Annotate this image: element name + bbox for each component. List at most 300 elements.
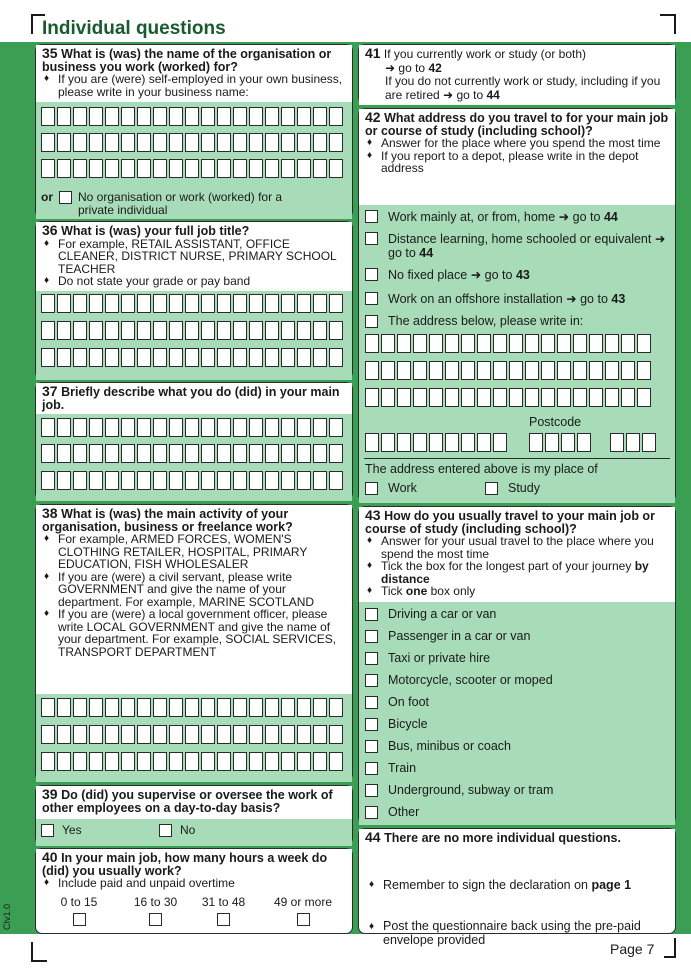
address-row-3[interactable] [365,388,651,407]
char-box[interactable] [605,388,619,407]
char-box[interactable] [201,107,215,126]
char-box[interactable] [297,321,311,340]
char-box[interactable] [153,159,167,178]
char-box[interactable] [57,725,71,744]
char-box[interactable] [621,361,635,380]
char-box[interactable] [41,107,55,126]
postcode-row-2[interactable] [529,433,591,452]
char-box[interactable] [169,471,183,490]
char-box[interactable] [573,361,587,380]
char-box[interactable] [573,334,587,353]
char-box[interactable] [493,361,507,380]
char-box[interactable] [233,107,247,126]
char-box[interactable] [201,725,215,744]
char-box[interactable] [413,433,427,452]
char-box[interactable] [561,433,575,452]
char-box[interactable] [265,321,279,340]
char-box[interactable] [217,133,231,152]
char-box[interactable] [541,361,555,380]
char-box[interactable] [233,418,247,437]
travel-underground-checkbox[interactable] [365,784,378,797]
char-box[interactable] [201,471,215,490]
char-box[interactable] [281,698,295,717]
char-box[interactable] [153,294,167,313]
char-box[interactable] [281,752,295,771]
postcode-row-1[interactable] [365,433,507,452]
char-box[interactable] [525,361,539,380]
char-box[interactable] [297,418,311,437]
char-box[interactable] [329,444,343,463]
char-box[interactable] [381,334,395,353]
char-box[interactable] [217,321,231,340]
char-box[interactable] [73,752,87,771]
char-box[interactable] [577,433,591,452]
char-box[interactable] [105,698,119,717]
char-box[interactable] [153,725,167,744]
char-box[interactable] [121,698,135,717]
char-box[interactable] [233,159,247,178]
char-box[interactable] [249,725,263,744]
char-box[interactable] [365,334,379,353]
char-box[interactable] [89,418,103,437]
char-box[interactable] [57,418,71,437]
char-box[interactable] [153,133,167,152]
char-box[interactable] [329,321,343,340]
char-box[interactable] [153,107,167,126]
char-box[interactable] [185,321,199,340]
char-box[interactable] [121,133,135,152]
char-box[interactable] [249,698,263,717]
char-box[interactable] [265,107,279,126]
char-box[interactable] [185,698,199,717]
char-box[interactable] [429,361,443,380]
char-box[interactable] [201,159,215,178]
char-box[interactable] [105,444,119,463]
char-box[interactable] [249,348,263,367]
char-box[interactable] [185,752,199,771]
char-box[interactable] [137,348,151,367]
char-box[interactable] [73,294,87,313]
char-box[interactable] [557,388,571,407]
char-box[interactable] [445,334,459,353]
char-box[interactable] [121,107,135,126]
char-box[interactable] [105,107,119,126]
travel-foot-checkbox[interactable] [365,696,378,709]
char-box[interactable] [169,159,183,178]
char-box[interactable] [169,321,183,340]
char-box[interactable] [217,471,231,490]
char-box[interactable] [57,107,71,126]
char-box[interactable] [57,133,71,152]
place-work-checkbox[interactable] [365,482,378,495]
char-box[interactable] [89,107,103,126]
char-box[interactable] [621,388,635,407]
char-box[interactable] [153,321,167,340]
char-box[interactable] [461,388,475,407]
char-box[interactable] [185,418,199,437]
char-box[interactable] [137,133,151,152]
char-box[interactable] [105,133,119,152]
char-box[interactable] [621,334,635,353]
char-box[interactable] [169,444,183,463]
char-box[interactable] [445,433,459,452]
char-box[interactable] [185,159,199,178]
char-box[interactable] [217,752,231,771]
char-box[interactable] [89,159,103,178]
char-box[interactable] [233,348,247,367]
char-box[interactable] [89,698,103,717]
char-box[interactable] [525,388,539,407]
char-box[interactable] [105,159,119,178]
char-box[interactable] [381,361,395,380]
char-box[interactable] [41,698,55,717]
char-box[interactable] [153,444,167,463]
char-box[interactable] [73,159,87,178]
char-box[interactable] [169,294,183,313]
char-box[interactable] [233,444,247,463]
char-box[interactable] [233,698,247,717]
char-box[interactable] [185,107,199,126]
char-box[interactable] [121,159,135,178]
char-box[interactable] [249,133,263,152]
char-box[interactable] [201,698,215,717]
char-box[interactable] [329,133,343,152]
char-box[interactable] [525,334,539,353]
char-box[interactable] [201,348,215,367]
char-box[interactable] [137,418,151,437]
char-box[interactable] [73,444,87,463]
char-box[interactable] [365,361,379,380]
char-box[interactable] [461,433,475,452]
char-box[interactable] [626,433,640,452]
char-box[interactable] [413,361,427,380]
char-box[interactable] [249,294,263,313]
travel-bicycle-checkbox[interactable] [365,718,378,731]
char-box[interactable] [121,444,135,463]
hours-16-30-checkbox[interactable] [149,913,162,926]
char-box[interactable] [265,348,279,367]
char-box[interactable] [329,107,343,126]
question-35-row-3[interactable] [41,159,343,178]
char-box[interactable] [89,444,103,463]
char-box[interactable] [297,107,311,126]
question-37-row-3[interactable] [41,471,343,490]
travel-passenger-checkbox[interactable] [365,630,378,643]
char-box[interactable] [233,471,247,490]
char-box[interactable] [313,698,327,717]
char-box[interactable] [89,133,103,152]
travel-bus-checkbox[interactable] [365,740,378,753]
char-box[interactable] [329,418,343,437]
char-box[interactable] [185,294,199,313]
char-box[interactable] [217,294,231,313]
char-box[interactable] [265,159,279,178]
char-box[interactable] [249,159,263,178]
char-box[interactable] [605,361,619,380]
char-box[interactable] [397,388,411,407]
char-box[interactable] [397,361,411,380]
char-box[interactable] [57,159,71,178]
char-box[interactable] [105,725,119,744]
travel-taxi-checkbox[interactable] [365,652,378,665]
char-box[interactable] [529,433,543,452]
no-checkbox[interactable] [159,824,172,837]
char-box[interactable] [281,725,295,744]
char-box[interactable] [121,418,135,437]
char-box[interactable] [637,361,651,380]
char-box[interactable] [137,444,151,463]
char-box[interactable] [137,471,151,490]
char-box[interactable] [89,294,103,313]
char-box[interactable] [41,348,55,367]
char-box[interactable] [121,471,135,490]
char-box[interactable] [281,444,295,463]
char-box[interactable] [461,361,475,380]
char-box[interactable] [73,107,87,126]
char-box[interactable] [201,418,215,437]
char-box[interactable] [169,725,183,744]
char-box[interactable] [637,388,651,407]
char-box[interactable] [185,133,199,152]
char-box[interactable] [249,107,263,126]
char-box[interactable] [105,752,119,771]
char-box[interactable] [329,752,343,771]
char-box[interactable] [445,361,459,380]
travel-other-checkbox[interactable] [365,806,378,819]
char-box[interactable] [281,418,295,437]
char-box[interactable] [233,294,247,313]
char-box[interactable] [185,471,199,490]
char-box[interactable] [89,752,103,771]
char-box[interactable] [57,294,71,313]
char-box[interactable] [121,752,135,771]
char-box[interactable] [329,698,343,717]
char-box[interactable] [265,698,279,717]
char-box[interactable] [313,752,327,771]
char-box[interactable] [41,133,55,152]
char-box[interactable] [281,348,295,367]
char-box[interactable] [137,107,151,126]
char-box[interactable] [605,334,619,353]
char-box[interactable] [313,159,327,178]
char-box[interactable] [265,294,279,313]
address-row-2[interactable] [365,361,651,380]
no-fixed-place-checkbox[interactable] [365,268,378,281]
char-box[interactable] [329,348,343,367]
char-box[interactable] [297,294,311,313]
char-box[interactable] [637,334,651,353]
char-box[interactable] [57,444,71,463]
char-box[interactable] [249,321,263,340]
hours-0-15-checkbox[interactable] [73,913,86,926]
char-box[interactable] [217,348,231,367]
char-box[interactable] [297,752,311,771]
char-box[interactable] [217,159,231,178]
char-box[interactable] [541,334,555,353]
char-box[interactable] [41,418,55,437]
char-box[interactable] [313,294,327,313]
char-box[interactable] [105,348,119,367]
char-box[interactable] [313,725,327,744]
char-box[interactable] [121,294,135,313]
char-box[interactable] [329,159,343,178]
char-box[interactable] [41,471,55,490]
question-35-row-1[interactable] [41,107,343,126]
char-box[interactable] [461,334,475,353]
char-box[interactable] [297,725,311,744]
yes-checkbox[interactable] [41,824,54,837]
char-box[interactable] [329,725,343,744]
char-box[interactable] [642,433,656,452]
char-box[interactable] [381,388,395,407]
char-box[interactable] [41,752,55,771]
char-box[interactable] [57,752,71,771]
question-36-row-3[interactable] [41,348,343,367]
char-box[interactable] [217,418,231,437]
char-box[interactable] [493,433,507,452]
char-box[interactable] [265,418,279,437]
char-box[interactable] [249,444,263,463]
char-box[interactable] [153,418,167,437]
char-box[interactable] [89,321,103,340]
char-box[interactable] [185,348,199,367]
char-box[interactable] [281,321,295,340]
char-box[interactable] [313,107,327,126]
char-box[interactable] [545,433,559,452]
travel-motorcycle-checkbox[interactable] [365,674,378,687]
char-box[interactable] [73,133,87,152]
char-box[interactable] [233,752,247,771]
question-36-row-1[interactable] [41,294,343,313]
char-box[interactable] [281,159,295,178]
char-box[interactable] [610,433,624,452]
char-box[interactable] [381,433,395,452]
offshore-checkbox[interactable] [365,292,378,305]
char-box[interactable] [89,725,103,744]
char-box[interactable] [557,361,571,380]
char-box[interactable] [41,294,55,313]
place-study-checkbox[interactable] [485,482,498,495]
char-box[interactable] [169,133,183,152]
char-box[interactable] [413,388,427,407]
char-box[interactable] [509,388,523,407]
distance-learning-checkbox[interactable] [365,232,378,245]
char-box[interactable] [169,348,183,367]
char-box[interactable] [185,444,199,463]
char-box[interactable] [365,388,379,407]
char-box[interactable] [397,334,411,353]
travel-driving-checkbox[interactable] [365,608,378,621]
char-box[interactable] [297,348,311,367]
char-box[interactable] [429,334,443,353]
char-box[interactable] [41,725,55,744]
postcode-row-3[interactable] [610,433,656,452]
char-box[interactable] [397,433,411,452]
char-box[interactable] [153,752,167,771]
char-box[interactable] [89,348,103,367]
char-box[interactable] [73,321,87,340]
char-box[interactable] [73,725,87,744]
char-box[interactable] [105,418,119,437]
char-box[interactable] [57,348,71,367]
question-36-row-2[interactable] [41,321,343,340]
question-38-row-1[interactable] [41,698,343,717]
char-box[interactable] [445,388,459,407]
char-box[interactable] [297,159,311,178]
char-box[interactable] [249,471,263,490]
question-35-row-2[interactable] [41,133,343,152]
no-organisation-checkbox[interactable] [59,191,72,204]
hours-49-more-checkbox[interactable] [297,913,310,926]
char-box[interactable] [313,321,327,340]
char-box[interactable] [265,471,279,490]
char-box[interactable] [201,752,215,771]
char-box[interactable] [73,348,87,367]
char-box[interactable] [589,388,603,407]
char-box[interactable] [413,334,427,353]
char-box[interactable] [105,294,119,313]
char-box[interactable] [89,471,103,490]
char-box[interactable] [509,361,523,380]
char-box[interactable] [217,107,231,126]
char-box[interactable] [493,388,507,407]
char-box[interactable] [477,361,491,380]
char-box[interactable] [201,321,215,340]
char-box[interactable] [201,133,215,152]
char-box[interactable] [233,725,247,744]
char-box[interactable] [541,388,555,407]
char-box[interactable] [137,321,151,340]
char-box[interactable] [365,433,379,452]
char-box[interactable] [153,471,167,490]
char-box[interactable] [73,471,87,490]
question-38-row-3[interactable] [41,752,343,771]
char-box[interactable] [217,444,231,463]
char-box[interactable] [329,471,343,490]
char-box[interactable] [137,725,151,744]
hours-31-48-checkbox[interactable] [217,913,230,926]
char-box[interactable] [313,348,327,367]
char-box[interactable] [429,433,443,452]
char-box[interactable] [281,107,295,126]
char-box[interactable] [41,159,55,178]
char-box[interactable] [137,752,151,771]
char-box[interactable] [313,133,327,152]
char-box[interactable] [265,444,279,463]
char-box[interactable] [557,334,571,353]
char-box[interactable] [153,698,167,717]
char-box[interactable] [589,361,603,380]
char-box[interactable] [105,471,119,490]
char-box[interactable] [73,418,87,437]
char-box[interactable] [57,321,71,340]
char-box[interactable] [281,471,295,490]
char-box[interactable] [429,388,443,407]
char-box[interactable] [233,133,247,152]
address-below-checkbox[interactable] [365,315,378,328]
char-box[interactable] [297,444,311,463]
char-box[interactable] [57,471,71,490]
char-box[interactable] [573,388,587,407]
char-box[interactable] [477,334,491,353]
char-box[interactable] [297,471,311,490]
char-box[interactable] [121,348,135,367]
address-row-1[interactable] [365,334,651,353]
char-box[interactable] [153,348,167,367]
char-box[interactable] [137,159,151,178]
char-box[interactable] [137,698,151,717]
char-box[interactable] [477,388,491,407]
